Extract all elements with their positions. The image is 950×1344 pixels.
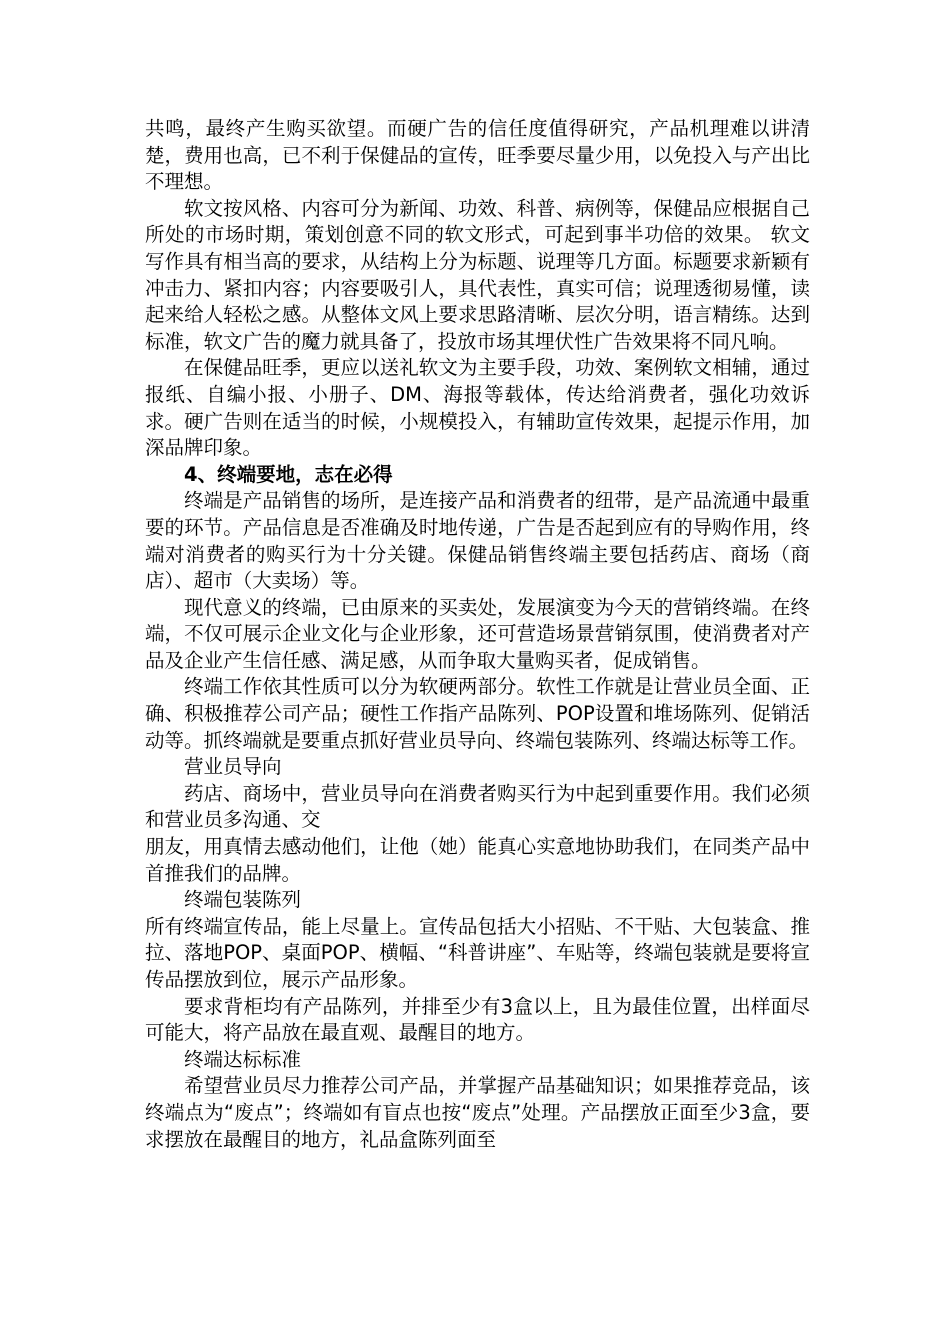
paragraph-hard-ad-trust: 共鸣，最终产生购买欲望。而硬广告的信任度值得研究，产品机理难以讲清楚，费用也高，已不利于保健品的宣传，旺季要尽量少用，以免投入与产出比不理想。 — [145, 117, 810, 194]
subheading-terminal-standard: 终端达标标准 — [184, 1047, 302, 1071]
section-heading-terminal: 4、终端要地，志在必得 — [184, 462, 393, 486]
paragraph-sales-guidance-1: 药店、商场中，营业员导向在消费者购买行为中起到重要作用。我们必须和营业员多沟通、交 — [145, 781, 810, 832]
paragraph-peak-season-strategy: 在保健品旺季，更应以送礼软文为主要手段，功效、案例软文相辅，通过报纸、自编小报、小册子、DM、海报等载体，传达给消费者，强化功效诉求。硬广告则在适当的时候，小规模投入，有辅助宣传效果，起提示作用，加深品牌印象。 — [145, 356, 810, 460]
paragraph-modern-terminal: 现代意义的终端，已由原来的买卖处，发展演变为今天的营销终端。在终端，不仅可展示企业文化与企业形象，还可营造场景营销氛围，使消费者对产品及企业产生信任感、满足感，从而争取大量购买者，促成销售。 — [145, 595, 810, 672]
paragraph-terminal-work: 终端工作依其性质可以分为软硬两部分。软性工作就是让营业员全面、正确、积极推荐公司产品；硬性工作指产品陈列、POP设置和堆场陈列、促销活动等。抓终端就是要重点抓好营业员导向、终端包装陈列、终端达标等工作。 — [145, 675, 810, 752]
subheading-sales-guidance: 营业员导向 — [184, 755, 282, 779]
paragraph-soft-article-styles: 软文按风格、内容可分为新闻、功效、科普、病例等，保健品应根据自己所处的市场时期，策划创意不同的软文形式，可起到事半功倍的效果。 软文写作具有相当高的要求，从结构上分为标题、说理等几方面。标题要求新颖有冲击力、紧扣内容；内容要吸引人，具代表性，真实可信；说理透彻易懂，读起来给人轻松之感。从整体文风上要求思路清晰、层次分明，语言精练。达到标准，软文广告的魔力就具备了，投放市场其埋伏性广告效果将不同凡响。 — [145, 196, 810, 353]
paragraph-terminal-definition: 终端是产品销售的场所，是连接产品和消费者的纽带，是产品流通中最重要的环节。产品信息是否准确及时地传递，广告是否起到应有的导购作用，终端对消费者的购买行为十分关键。保健品销售终端主要包括药店、商场（商店）、超市（大卖场）等。 — [145, 489, 810, 593]
paragraph-sales-guidance-2: 朋友，用真情去感动他们，让他（她）能真心实意地协助我们，在同类产品中首推我们的品牌。 — [145, 835, 810, 885]
document-body — [145, 116, 810, 1153]
paragraph-terminal-standard: 希望营业员尽力推荐公司产品，并掌握产品基础知识；如果推荐竞品，该终端点为“废点”；终端如有盲点也按“废点”处理。产品摆放正面至少3盒，要求摆放在最醒目的地方，礼品盒陈列面至 — [145, 1074, 810, 1151]
paragraph-shelf-display: 要求背柜均有产品陈列，并排至少有3盒以上，且为最佳位置，出样面尽可能大，将产品放在最直观、最醒目的地方。 — [145, 994, 810, 1045]
subheading-terminal-display: 终端包装陈列 — [184, 888, 302, 912]
paragraph-terminal-display-materials: 所有终端宣传品，能上尽量上。宣传品包括大小招贴、不干贴、大包装盒、推拉、落地POP、桌面POP、横幅、“科普讲座”、车贴等，终端包装就是要将宣传品摆放到位，展示产品形象。 — [145, 914, 810, 991]
